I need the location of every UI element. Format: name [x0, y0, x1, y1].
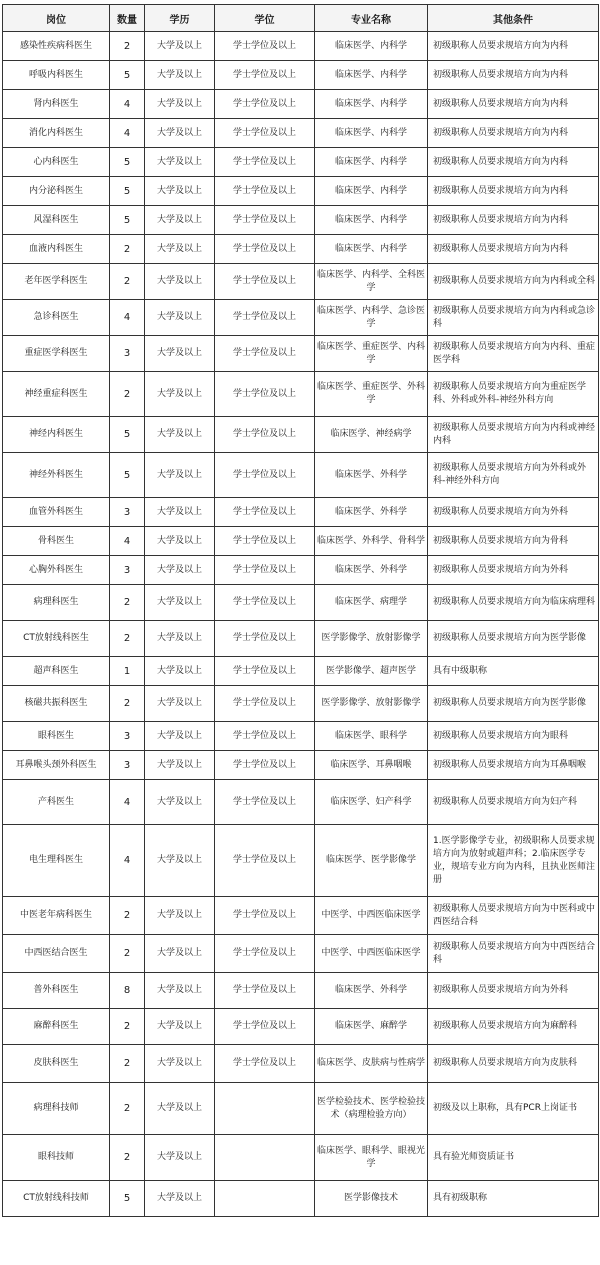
cell-education: 大学及以上: [145, 264, 215, 300]
cell-education: 大学及以上: [145, 825, 215, 897]
cell-other: 初级职称人员要求规培方向为外科: [428, 556, 599, 585]
cell-education: 大学及以上: [145, 300, 215, 336]
table-row: [3, 897, 599, 935]
table-row: [3, 90, 599, 119]
cell-count: 3: [110, 498, 145, 527]
cell-education: 大学及以上: [145, 722, 215, 751]
cell-count: 5: [110, 177, 145, 206]
cell-position: 呼吸内科医生: [3, 61, 110, 90]
cell-major: 临床医学、眼科学、眼视光学: [315, 1135, 428, 1181]
table-row: [3, 973, 599, 1009]
cell-count: 4: [110, 825, 145, 897]
cell-degree: 学士学位及以上: [215, 177, 315, 206]
cell-degree: 学士学位及以上: [215, 1009, 315, 1045]
table-row: [3, 417, 599, 453]
cell-major: 临床医学、外科学: [315, 973, 428, 1009]
header-education: 学历: [145, 5, 215, 32]
cell-other: 初级职称人员要求规培方向为内科: [428, 206, 599, 235]
cell-other: 初级职称人员要求规培方向为中医科或中西医结合科: [428, 897, 599, 935]
cell-other: 初级职称人员要求规培方向为内科: [428, 177, 599, 206]
cell-other: 具有初级职称: [428, 1181, 599, 1217]
cell-education: 大学及以上: [145, 206, 215, 235]
cell-position: 超声科医生: [3, 657, 110, 686]
table-row: [3, 935, 599, 973]
cell-degree: 学士学位及以上: [215, 621, 315, 657]
cell-major: 临床医学、内科学、全科医学: [315, 264, 428, 300]
cell-major: 医学影像学、超声医学: [315, 657, 428, 686]
cell-degree: [215, 1083, 315, 1135]
cell-position: 中医老年病科医生: [3, 897, 110, 935]
cell-education: 大学及以上: [145, 1045, 215, 1083]
cell-degree: 学士学位及以上: [215, 336, 315, 372]
cell-degree: 学士学位及以上: [215, 300, 315, 336]
cell-other: 初级职称人员要求规培方向为内科或急诊科: [428, 300, 599, 336]
cell-count: 2: [110, 235, 145, 264]
cell-education: 大学及以上: [145, 61, 215, 90]
table-row: [3, 61, 599, 90]
cell-degree: 学士学位及以上: [215, 453, 315, 498]
cell-count: 2: [110, 686, 145, 722]
cell-position: 病理科技师: [3, 1083, 110, 1135]
cell-other: 具有中级职称: [428, 657, 599, 686]
cell-major: 临床医学、重症医学、外科学: [315, 372, 428, 417]
cell-major: 医学影像技术: [315, 1181, 428, 1217]
cell-education: 大学及以上: [145, 148, 215, 177]
cell-position: 肾内科医生: [3, 90, 110, 119]
cell-degree: 学士学位及以上: [215, 1045, 315, 1083]
cell-count: 5: [110, 453, 145, 498]
cell-major: 临床医学、外科学: [315, 556, 428, 585]
cell-position: 眼科医生: [3, 722, 110, 751]
cell-other: 初级职称人员要求规培方向为中西医结合科: [428, 935, 599, 973]
header-other: 其他条件: [428, 5, 599, 32]
cell-major: 医学检验技术、医学检验技术（病理检验方向）: [315, 1083, 428, 1135]
cell-position: 血液内科医生: [3, 235, 110, 264]
cell-degree: 学士学位及以上: [215, 751, 315, 780]
cell-education: 大学及以上: [145, 90, 215, 119]
cell-education: 大学及以上: [145, 498, 215, 527]
table-row: [3, 177, 599, 206]
cell-other: 初级职称人员要求规培方向为外科或外科-神经外科方向: [428, 453, 599, 498]
cell-other: 1.医学影像学专业，初级职称人员要求规培方向为放射或超声科；2.临床医学专业，规培专业方向为内科，且执业医师注册: [428, 825, 599, 897]
cell-count: 3: [110, 722, 145, 751]
cell-count: 4: [110, 90, 145, 119]
cell-major: 临床医学、神经病学: [315, 417, 428, 453]
cell-education: 大学及以上: [145, 453, 215, 498]
cell-education: 大学及以上: [145, 556, 215, 585]
cell-position: 麻醉科医生: [3, 1009, 110, 1045]
cell-education: 大学及以上: [145, 1135, 215, 1181]
cell-other: 初级职称人员要求规培方向为内科: [428, 90, 599, 119]
cell-other: 初级职称人员要求规培方向为内科或神经内科: [428, 417, 599, 453]
cell-other: 初级职称人员要求规培方向为内科或全科: [428, 264, 599, 300]
table-row: [3, 264, 599, 300]
cell-degree: 学士学位及以上: [215, 235, 315, 264]
cell-education: 大学及以上: [145, 1181, 215, 1217]
table-row: [3, 556, 599, 585]
cell-position: 神经内科医生: [3, 417, 110, 453]
cell-other: 初级职称人员要求规培方向为皮肤科: [428, 1045, 599, 1083]
cell-major: 临床医学、内科学: [315, 206, 428, 235]
cell-major: 临床医学、眼科学: [315, 722, 428, 751]
cell-education: 大学及以上: [145, 527, 215, 556]
cell-position: 急诊科医生: [3, 300, 110, 336]
table-body: [3, 32, 599, 1217]
cell-education: 大学及以上: [145, 751, 215, 780]
cell-major: 临床医学、内科学: [315, 148, 428, 177]
cell-education: 大学及以上: [145, 973, 215, 1009]
cell-other: 初级职称人员要求规培方向为眼科: [428, 722, 599, 751]
cell-count: 2: [110, 32, 145, 61]
cell-position: 眼科技师: [3, 1135, 110, 1181]
cell-major: 临床医学、外科学: [315, 498, 428, 527]
cell-degree: 学士学位及以上: [215, 973, 315, 1009]
cell-position: 皮肤科医生: [3, 1045, 110, 1083]
cell-count: 2: [110, 372, 145, 417]
cell-major: 临床医学、皮肤病与性病学: [315, 1045, 428, 1083]
cell-degree: 学士学位及以上: [215, 119, 315, 148]
cell-education: 大学及以上: [145, 336, 215, 372]
cell-other: 初级职称人员要求规培方向为外科: [428, 973, 599, 1009]
table-row: [3, 527, 599, 556]
cell-degree: 学士学位及以上: [215, 372, 315, 417]
cell-position: CT放射线科技师: [3, 1181, 110, 1217]
cell-major: 临床医学、病理学: [315, 585, 428, 621]
cell-education: 大学及以上: [145, 621, 215, 657]
cell-degree: 学士学位及以上: [215, 722, 315, 751]
cell-education: 大学及以上: [145, 119, 215, 148]
cell-position: 老年医学科医生: [3, 264, 110, 300]
cell-degree: 学士学位及以上: [215, 825, 315, 897]
cell-major: 临床医学、内科学: [315, 177, 428, 206]
cell-position: 骨科医生: [3, 527, 110, 556]
cell-degree: 学士学位及以上: [215, 657, 315, 686]
table-row: [3, 206, 599, 235]
cell-count: 3: [110, 336, 145, 372]
cell-degree: 学士学位及以上: [215, 897, 315, 935]
cell-degree: [215, 1135, 315, 1181]
cell-education: 大学及以上: [145, 1009, 215, 1045]
cell-other: 初级职称人员要求规培方向为内科、重症医学科: [428, 336, 599, 372]
table-row: [3, 1135, 599, 1181]
cell-degree: 学士学位及以上: [215, 780, 315, 825]
cell-count: 2: [110, 935, 145, 973]
cell-other: 初级职称人员要求规培方向为内科: [428, 148, 599, 177]
cell-major: 临床医学、妇产科学: [315, 780, 428, 825]
table-row: [3, 722, 599, 751]
cell-other: 初级职称人员要求规培方向为医学影像: [428, 621, 599, 657]
header-count: 数量: [110, 5, 145, 32]
cell-count: 4: [110, 300, 145, 336]
cell-position: 风湿科医生: [3, 206, 110, 235]
cell-other: 具有验光师资质证书: [428, 1135, 599, 1181]
cell-count: 4: [110, 780, 145, 825]
cell-degree: 学士学位及以上: [215, 527, 315, 556]
cell-education: 大学及以上: [145, 177, 215, 206]
cell-major: 中医学、中西医临床医学: [315, 897, 428, 935]
cell-position: 重症医学科医生: [3, 336, 110, 372]
cell-position: 内分泌科医生: [3, 177, 110, 206]
cell-education: 大学及以上: [145, 780, 215, 825]
cell-count: 4: [110, 527, 145, 556]
cell-education: 大学及以上: [145, 897, 215, 935]
header-row: [3, 5, 599, 32]
cell-major: 临床医学、内科学: [315, 61, 428, 90]
cell-position: 神经外科医生: [3, 453, 110, 498]
cell-count: 3: [110, 751, 145, 780]
cell-major: 临床医学、麻醉学: [315, 1009, 428, 1045]
cell-position: 心内科医生: [3, 148, 110, 177]
cell-major: 临床医学、内科学: [315, 235, 428, 264]
cell-degree: 学士学位及以上: [215, 417, 315, 453]
cell-major: 临床医学、重症医学、内科学: [315, 336, 428, 372]
cell-position: 消化内科医生: [3, 119, 110, 148]
cell-position: 心胸外科医生: [3, 556, 110, 585]
cell-education: 大学及以上: [145, 657, 215, 686]
cell-count: 2: [110, 1045, 145, 1083]
table-row: [3, 621, 599, 657]
table-row: [3, 32, 599, 61]
cell-degree: 学士学位及以上: [215, 686, 315, 722]
cell-major: 中医学、中西医临床医学: [315, 935, 428, 973]
cell-count: 2: [110, 1009, 145, 1045]
cell-major: 临床医学、内科学、急诊医学: [315, 300, 428, 336]
table-row: [3, 1009, 599, 1045]
cell-degree: 学士学位及以上: [215, 935, 315, 973]
cell-position: 神经重症科医生: [3, 372, 110, 417]
cell-position: 感染性疾病科医生: [3, 32, 110, 61]
cell-degree: 学士学位及以上: [215, 90, 315, 119]
cell-major: 临床医学、内科学: [315, 90, 428, 119]
cell-major: 临床医学、内科学: [315, 32, 428, 61]
cell-count: 5: [110, 206, 145, 235]
cell-major: 医学影像学、放射影像学: [315, 621, 428, 657]
cell-degree: 学士学位及以上: [215, 498, 315, 527]
cell-other: 初级职称人员要求规培方向为临床病理科: [428, 585, 599, 621]
table-row: [3, 235, 599, 264]
cell-major: 临床医学、外科学: [315, 453, 428, 498]
header-position: 岗位: [3, 5, 110, 32]
table-row: [3, 657, 599, 686]
cell-other: 初级职称人员要求规培方向为麻醉科: [428, 1009, 599, 1045]
table-row: [3, 686, 599, 722]
cell-major: 临床医学、耳鼻咽喉: [315, 751, 428, 780]
cell-degree: 学士学位及以上: [215, 264, 315, 300]
table-row: [3, 119, 599, 148]
table-row: [3, 1181, 599, 1217]
cell-degree: 学士学位及以上: [215, 206, 315, 235]
cell-education: 大学及以上: [145, 417, 215, 453]
cell-other: 初级职称人员要求规培方向为耳鼻咽喉: [428, 751, 599, 780]
cell-degree: 学士学位及以上: [215, 61, 315, 90]
cell-other: 初级职称人员要求规培方向为外科: [428, 498, 599, 527]
cell-other: 初级职称人员要求规培方向为妇产科: [428, 780, 599, 825]
table-row: [3, 453, 599, 498]
table-row: [3, 585, 599, 621]
cell-other: 初级职称人员要求规培方向为骨科: [428, 527, 599, 556]
cell-education: 大学及以上: [145, 32, 215, 61]
table-row: [3, 780, 599, 825]
cell-education: 大学及以上: [145, 935, 215, 973]
cell-position: 耳鼻喉头颈外科医生: [3, 751, 110, 780]
cell-other: 初级职称人员要求规培方向为内科: [428, 61, 599, 90]
cell-education: 大学及以上: [145, 372, 215, 417]
cell-count: 4: [110, 119, 145, 148]
table-row: [3, 751, 599, 780]
cell-count: 5: [110, 148, 145, 177]
table-row: [3, 498, 599, 527]
cell-count: 2: [110, 1135, 145, 1181]
cell-education: 大学及以上: [145, 235, 215, 264]
cell-position: 核磁共振科医生: [3, 686, 110, 722]
cell-count: 8: [110, 973, 145, 1009]
table-row: [3, 1045, 599, 1083]
cell-count: 2: [110, 264, 145, 300]
cell-position: 中西医结合医生: [3, 935, 110, 973]
cell-other: 初级职称人员要求规培方向为医学影像: [428, 686, 599, 722]
header-degree: 学位: [215, 5, 315, 32]
cell-count: 2: [110, 897, 145, 935]
table-row: [3, 825, 599, 897]
cell-count: 1: [110, 657, 145, 686]
cell-major: 医学影像学、放射影像学: [315, 686, 428, 722]
cell-education: 大学及以上: [145, 1083, 215, 1135]
cell-count: 2: [110, 1083, 145, 1135]
cell-other: 初级及以上职称，具有PCR上岗证书: [428, 1083, 599, 1135]
table-row: [3, 1083, 599, 1135]
cell-education: 大学及以上: [145, 686, 215, 722]
cell-degree: 学士学位及以上: [215, 556, 315, 585]
cell-other: 初级职称人员要求规培方向为内科: [428, 119, 599, 148]
cell-count: 3: [110, 556, 145, 585]
cell-position: 血管外科医生: [3, 498, 110, 527]
cell-position: 病理科医生: [3, 585, 110, 621]
cell-position: CT放射线科医生: [3, 621, 110, 657]
cell-degree: 学士学位及以上: [215, 585, 315, 621]
header-major: 专业名称: [315, 5, 428, 32]
cell-count: 2: [110, 621, 145, 657]
cell-degree: 学士学位及以上: [215, 148, 315, 177]
cell-other: 初级职称人员要求规培方向为内科: [428, 235, 599, 264]
recruitment-table: [2, 4, 599, 1217]
cell-count: 5: [110, 1181, 145, 1217]
cell-degree: 学士学位及以上: [215, 32, 315, 61]
cell-education: 大学及以上: [145, 585, 215, 621]
table-row: [3, 148, 599, 177]
cell-major: 临床医学、内科学: [315, 119, 428, 148]
cell-major: 临床医学、外科学、骨科学: [315, 527, 428, 556]
cell-degree: [215, 1181, 315, 1217]
table-row: [3, 300, 599, 336]
cell-position: 产科医生: [3, 780, 110, 825]
cell-other: 初级职称人员要求规培方向为重症医学科、外科或外科-神经外科方向: [428, 372, 599, 417]
table-row: [3, 336, 599, 372]
cell-position: 普外科医生: [3, 973, 110, 1009]
cell-count: 2: [110, 585, 145, 621]
cell-other: 初级职称人员要求规培方向为内科: [428, 32, 599, 61]
cell-major: 临床医学、医学影像学: [315, 825, 428, 897]
cell-count: 5: [110, 417, 145, 453]
cell-count: 5: [110, 61, 145, 90]
table-row: [3, 372, 599, 417]
cell-position: 电生理科医生: [3, 825, 110, 897]
